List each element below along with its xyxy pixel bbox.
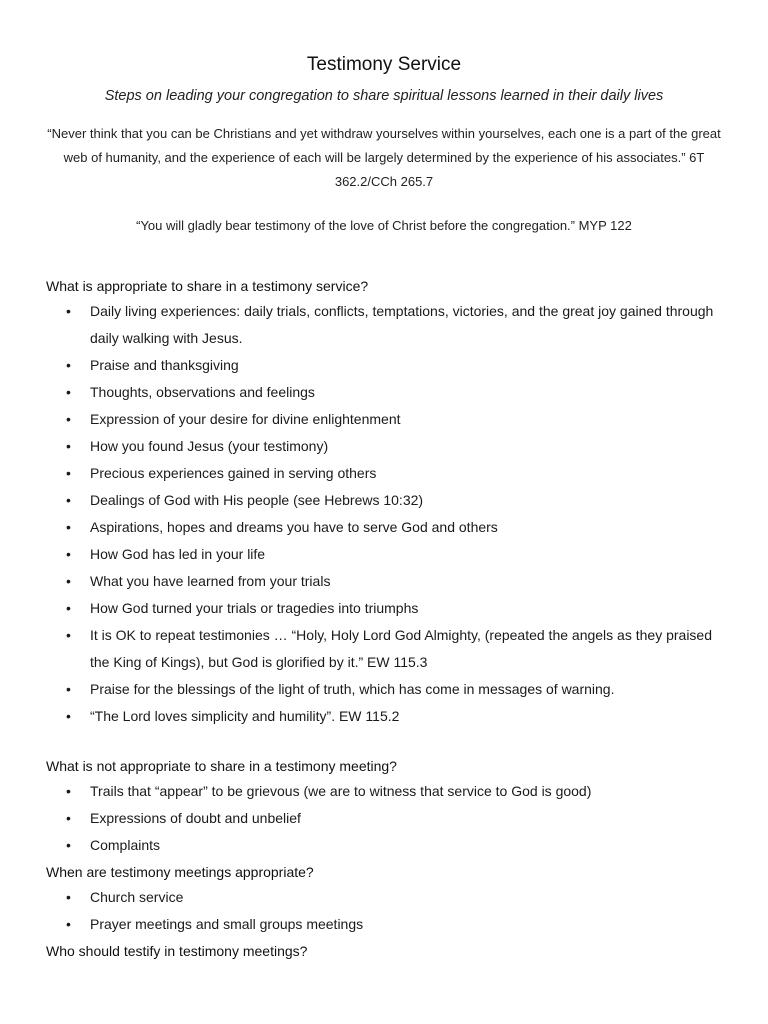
- section-heading-not-appropriate: What is not appropriate to share in a testimony meeting?: [46, 758, 397, 774]
- list-item: • Praise for the blessings of the light of truth, which has come in messages of warning.: [90, 676, 722, 703]
- section-heading-who: Who should testify in testimony meetings?: [46, 943, 308, 959]
- list-item: • Expressions of doubt and unbelief: [90, 805, 722, 832]
- list-item: • Daily living experiences: daily trials, conflicts, temptations, victories, and the great joy gained through daily walking with Jesus.: [90, 298, 722, 352]
- list-item: • Praise and thanksgiving: [90, 352, 722, 379]
- section-heading-appropriate: What is appropriate to share in a testimony service?: [46, 278, 369, 294]
- quote-2: “You will gladly bear testimony of the love of Christ before the congregation.” MYP 122: [136, 218, 632, 233]
- page-subtitle: Steps on leading your congregation to share spiritual lessons learned in their daily lives: [104, 88, 664, 104]
- quote-1: “Never think that you can be Christians and yet withdraw yourselves within yourselves, each one is a part of the great web of humanity, and the experience of each will be largely determined by the experience of his associates.” 6T 362.2/CCh 265.7: [47, 126, 721, 189]
- bullet-list-appropriate: [46, 298, 722, 730]
- list-item: • What you have learned from your trials: [90, 568, 722, 595]
- list-item: • How God has led in your life: [90, 541, 722, 568]
- list-item: • “The Lord loves simplicity and humility”. EW 115.2: [90, 703, 722, 730]
- list-item: • Dealings of God with His people (see Hebrews 10:32): [90, 487, 722, 514]
- list-item: • Prayer meetings and small groups meetings: [90, 911, 722, 938]
- list-item: • Complaints: [90, 832, 722, 859]
- list-item: • Trails that “appear” to be grievous (we are to witness that service to God is good): [90, 778, 722, 805]
- page-title: Testimony Service: [306, 54, 462, 75]
- bullet-list-not-appropriate: [46, 778, 722, 859]
- list-item: • Church service: [90, 884, 722, 911]
- list-item: • Precious experiences gained in serving others: [90, 460, 722, 487]
- bullet-list-when: [46, 884, 722, 938]
- list-item: • How God turned your trials or tragedies into triumphs: [90, 595, 722, 622]
- section-heading-when: When are testimony meetings appropriate?: [46, 864, 314, 880]
- list-item: • How you found Jesus (your testimony): [90, 433, 722, 460]
- list-item: • Thoughts, observations and feelings: [90, 379, 722, 406]
- list-item: • Expression of your desire for divine enlightenment: [90, 406, 722, 433]
- list-item: • Aspirations, hopes and dreams you have to serve God and others: [90, 514, 722, 541]
- list-item: • It is OK to repeat testimonies … “Holy, Holy Lord God Almighty, (repeated the angels as they praised the King of Kings), but God is glorified by it.” EW 115.3: [90, 622, 722, 676]
